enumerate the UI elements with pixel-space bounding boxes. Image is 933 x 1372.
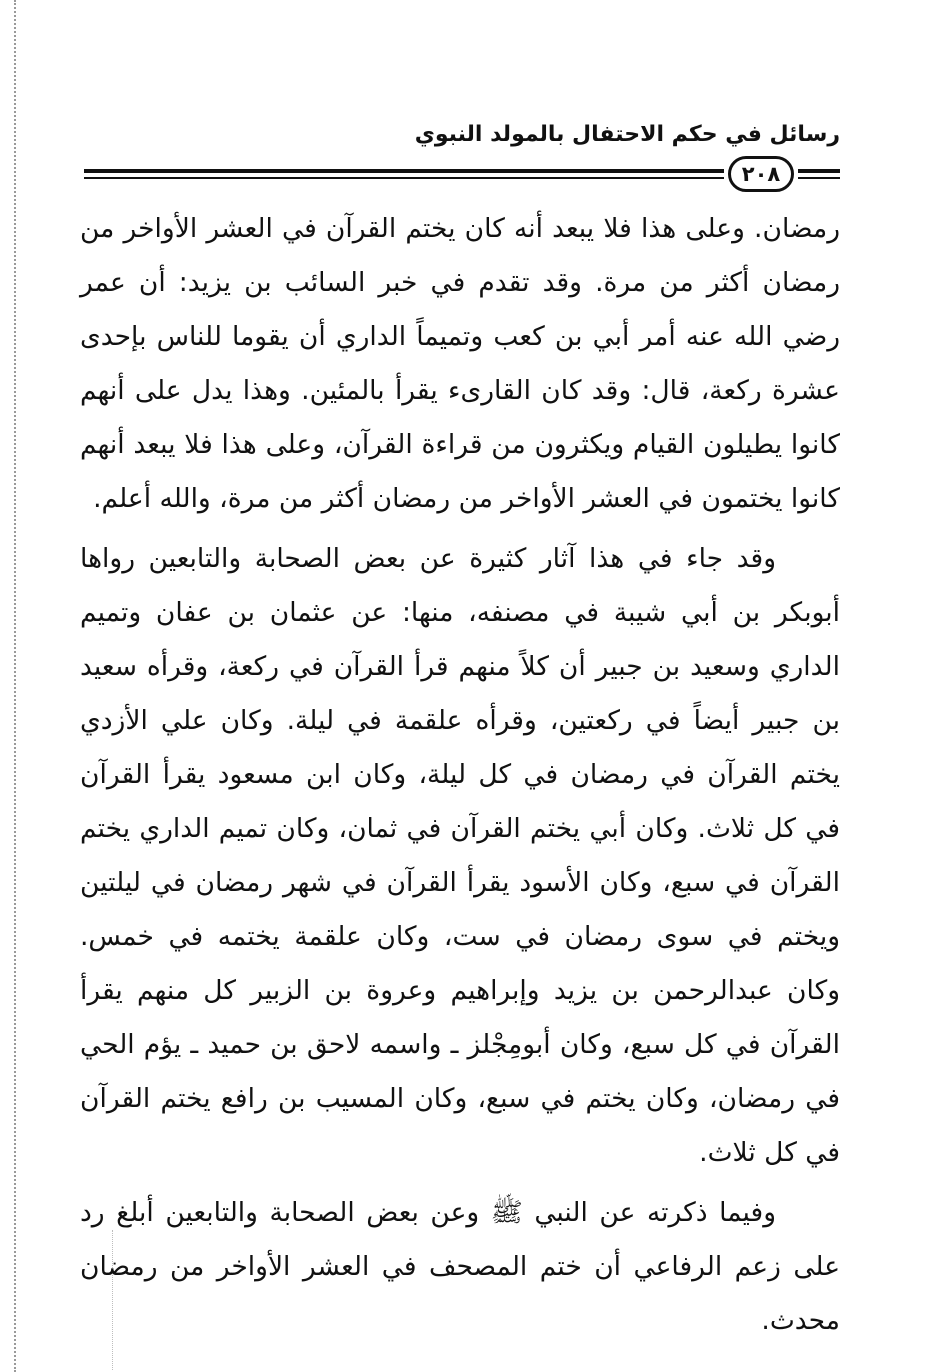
page-number: ٢٠٨ [728, 156, 794, 192]
header-rule-thin-right [798, 177, 840, 179]
body-text [80, 202, 840, 1348]
header-rule-thick-right [798, 169, 840, 173]
paragraph-1: رمضان. وعلى هذا فلا يبعد أنه كان يختم القرآن في العشر الأواخر من رمضان أكثر من مرة. وقد تقدم في خبر السائب بن يزيد: أن عمر رضي الله عنه أمر أبي بن كعب وتميماً الداري أن يقوما للناس بإحدى عشرة ركعة، قال: وقد كان القارىء يقرأ بالمئين. وهذا يدل على أنهم كانوا يطيلون القيام ويكثرون من قراءة القرآن، وعلى هذا فلا يبعد أنهم كانوا يختمون في العشر الأواخر من رمضان أكثر من مرة، والله أعلم. [80, 213, 840, 514]
header-rule [84, 152, 840, 196]
header-rule-thin [84, 177, 724, 179]
running-title: رسائل في حكم الاحتفال بالمولد النبوي [414, 122, 840, 147]
paragraph-2: وقد جاء في هذا آثار كثيرة عن بعض الصحابة والتابعين رواها أبوبكر بن أبي شيبة في مصنفه، منها: عن عثمان بن عفان وتميم الداري وسعيد بن جبير أن كلاً منهم قرأ القرآن في ركعة، وقرأه سعيد بن جبير أيضاً في ركعتين، وقرأه علقمة في ليلة. وكان علي الأزدي يختم القرآن في رمضان في كل ليلة، وكان ابن مسعود يقرأ القرآن في كل ثلاث. وكان أبي يختم القرآن في ثمان، وكان تميم الداري يختم القرآن في سبع، وكان الأسود يقرأ القرآن في شهر رمضان في ليلتين ويختم في سوى رمضان في ست، وكان علقمة يختمه في خمس. وكان عبدالرحمن بن يزيد وإبراهيم وعروة بن الزبير كل منهم يقرأ القرآن في كل سبع، وكان أبومِجْلز ـ واسمه لاحق بن حميد ـ يؤم الحي في رمضان، وكان يختم في سبع، وكان المسيب بن رافع يختم القرآن في كل ثلاث. [80, 543, 840, 1168]
scan-margin-dots [14, 0, 16, 1372]
header-rule-thick [84, 169, 724, 173]
paragraph-3: وفيما ذكرته عن النبي ﷺ وعن بعض الصحابة والتابعين أبلغ رد على زعم الرفاعي أن ختم المصحف في العشر الأواخر من رمضان محدث. [80, 1197, 840, 1336]
